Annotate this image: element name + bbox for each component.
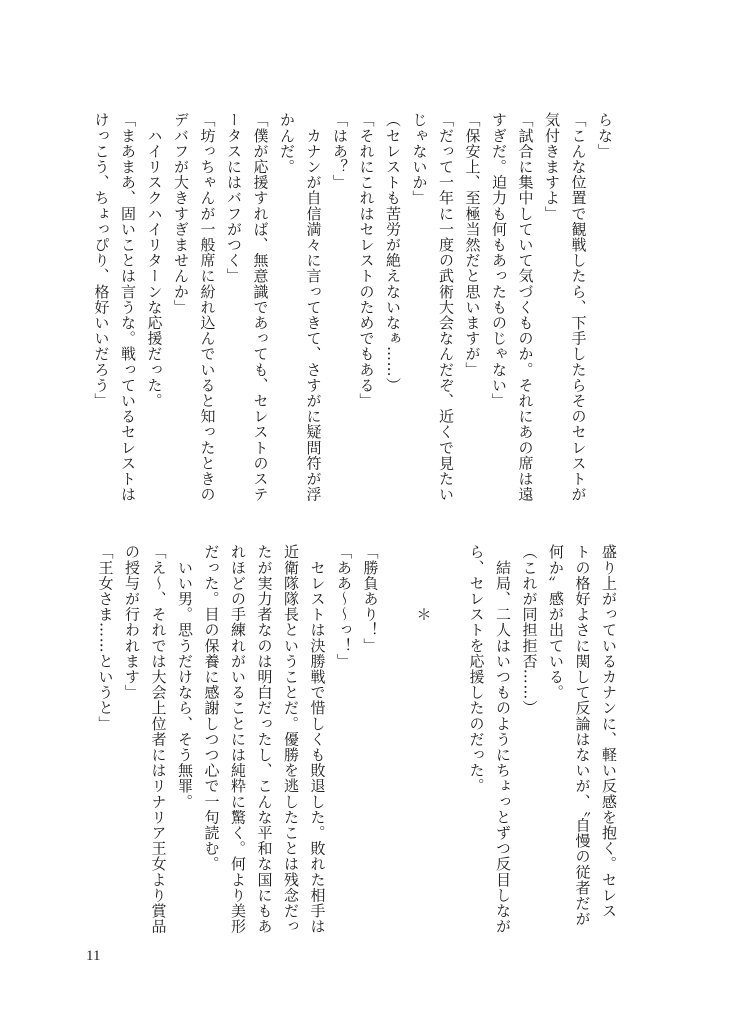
lower-text-block — [92, 544, 622, 936]
text-line: 何か〟感が出ている。 — [547, 544, 565, 700]
page-number: 11 — [86, 948, 101, 964]
upper-text-block — [88, 112, 618, 502]
text-line: ら、セレストを応援したのだった。 — [467, 544, 486, 794]
text-line — [384, 544, 411, 936]
text-line: だった。目の保養に感謝しつつ心で一句読む。 — [202, 544, 221, 872]
text-line: 「だって一年に一度の武術大会なんだぞ、近くで見たい — [437, 112, 455, 502]
text-line — [437, 544, 464, 936]
text-line: 「勝負あり！」 — [361, 544, 380, 654]
text-line: 「まあまあ、固いことは言うな。戦っているセレストは — [119, 112, 137, 502]
text-line: デバフが大きすぎませんか」 — [172, 112, 190, 315]
text-line: たが実力者なのは明白だったし、こんな平和な国にもあ — [255, 544, 274, 934]
text-line: ータスにはバフがつく」 — [225, 112, 243, 284]
text-line: 「王女さま……というと」 — [96, 544, 115, 732]
text-line: 「え〜、それでは大会上位者にはリナリア王女より賞品 — [149, 544, 168, 934]
text-line: ハイリスクハイリターンな応援だった。 — [145, 112, 164, 409]
text-line: 「はあ？」 — [331, 112, 349, 190]
text-line: 「坊っちゃんが一般席に紛れ込んでいると知ったときの — [198, 112, 217, 502]
text-line: 「僕が応援すれば、無意識であっても、セレストのステ — [251, 112, 270, 502]
text-line: 「こんな位置で観戦したら、下手したらそのセレストが — [569, 112, 588, 502]
text-line: （セレストも苦労が絶えないなぁ……） — [384, 112, 402, 393]
text-line: けっこう、ちょっぴり、格好いいだろう」 — [92, 112, 111, 409]
text-line: らな」 — [596, 112, 614, 159]
text-line: 「試合に集中していて気づくものか。それにあの席は遠 — [516, 112, 535, 502]
text-line: じゃないか」 — [410, 112, 429, 206]
text-line: セレストは決勝戦で惜しくも敗退した。敗れた相手は — [308, 544, 327, 934]
text-line: 「それにこれはセレストのためでもある」 — [357, 112, 376, 409]
text-line: 「保安上、至極当然だと思いますが」 — [463, 112, 482, 378]
text-line: の授与が行われます」 — [123, 544, 141, 700]
text-line: 近衛隊隊長ということだ。優勝を逃したことは残念だっ — [282, 544, 300, 934]
text-line: （これが同担拒否……） — [520, 544, 539, 716]
text-line: カナンが自信満々に言ってきて、さすがに疑問符が浮 — [304, 112, 323, 502]
text-line: いい男。思うだけなら、そう無罪。 — [176, 544, 194, 810]
text-line: トの格好よさに関して反論はないが、〝自慢の従者だが — [573, 544, 592, 927]
text-line: ＊ — [414, 544, 433, 622]
text-line: 気付きますよ」 — [543, 112, 561, 222]
text-line: 結局、二人はいつものようにちょっとずつ反目しなが — [494, 544, 512, 934]
text-line: 盛り上がっているカナンに、軽い反感を抱く。セレス — [600, 544, 618, 919]
text-line: かんだ。 — [278, 112, 296, 175]
text-line: れほどの手練れがいることには純粋に驚く。何より美形 — [229, 544, 247, 934]
text-line: すぎだ。迫力も何もあったものじゃない」 — [490, 112, 508, 409]
text-line: 「ああ〜〜っ！」 — [335, 544, 353, 669]
